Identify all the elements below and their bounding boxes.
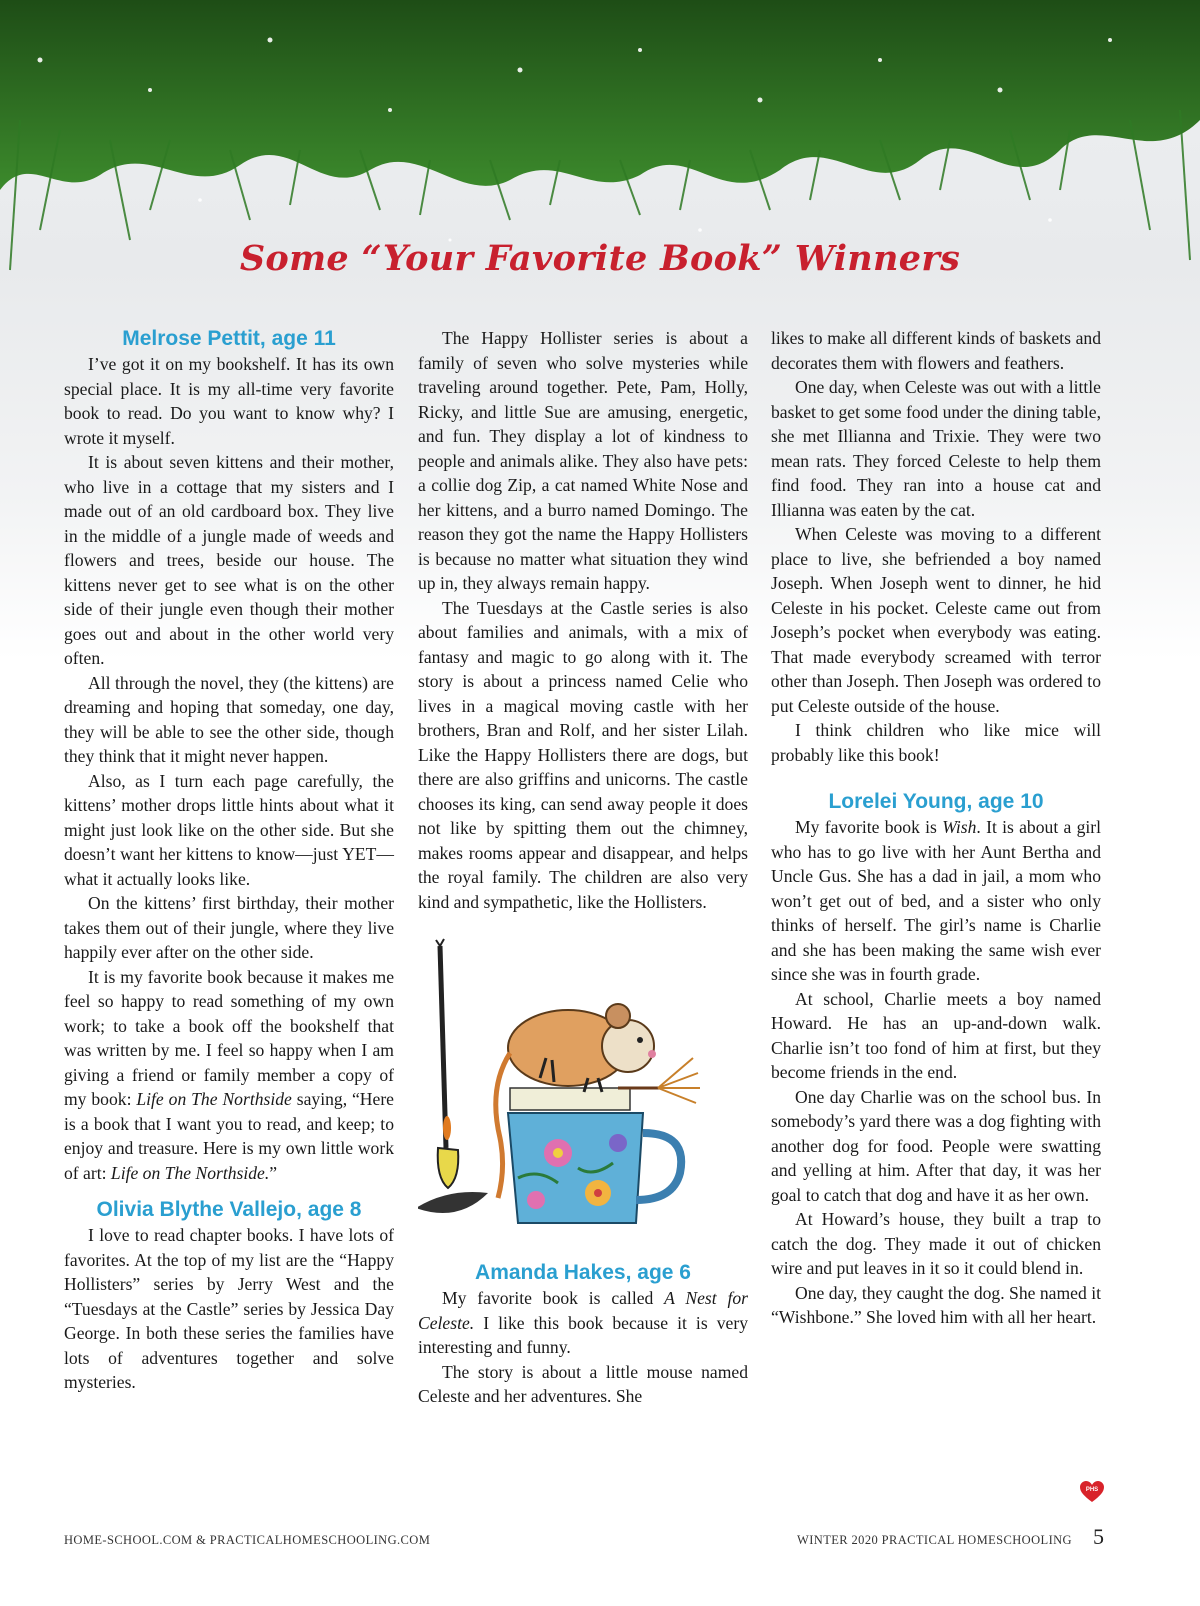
mouse-on-teacup-drawing	[418, 938, 748, 1238]
author-heading: Lorelei Young, age 10	[828, 790, 1044, 813]
paragraph: I’ve got it on my bookshelf. It has its own special place. It is my all-time very favorite book to read. Do you want to know why? I wrote it myself.	[64, 354, 394, 448]
paragraph: I love to read chapter books. I have lots of favorites. At the top of my list are the “Happy Hollisters” series by Jerry West and the “Tuesdays at the Castle” series by Jessica Day George. In both these series the families have lots of adventures together and solve mysteries.	[64, 1225, 394, 1392]
paragraph: At Howard’s house, they built a trap to catch the dog. They made it out of chicken wire and put leaves in it so it could blend in.	[771, 1209, 1101, 1278]
footer-website: HOME-SCHOOL.COM & PRACTICALHOMESCHOOLING.COM	[64, 1533, 431, 1547]
paragraph: When Celeste was moving to a different place to live, she befriended a boy named Joseph. When Joseph went to dinner, he hid Celeste in his pocket. Celeste came out from Joseph’s pocket when everybody was eating. That made everybody screamed with terror other than Joseph. Then Joseph was ordered to put Celeste outside of the house.	[771, 524, 1101, 716]
paragraph: One day, they caught the dog. She named it “Wishbone.” She loved him with all her heart.	[771, 1282, 1101, 1327]
text-run: I like this book because it is very interesting and funny.	[418, 1312, 748, 1357]
column-3	[771, 326, 1101, 1330]
paragraph	[418, 1286, 748, 1360]
page-number: 5	[1093, 1524, 1104, 1549]
author-heading: Melrose Pettit, age 11	[122, 327, 336, 350]
child-drawing-illustration	[418, 938, 748, 1238]
text-run: ”	[269, 1162, 278, 1183]
paragraph: One day Charlie was on the school bus. In somebody’s yard there was a dog fighting with another dog for food. People were swatting and yelling at him. After that day, it was her goal to catch that dog and have it as her own.	[771, 1086, 1101, 1205]
paragraph: likes to make all different kinds of baskets and decorates them with flowers and feathers.	[771, 328, 1101, 373]
column-1	[64, 326, 394, 1395]
paragraph	[64, 965, 394, 1186]
paragraph: The Tuesdays at the Castle series is also about families and animals, with a mix of fantasy and magic to go along with it. The story is about a princess named Celie who lives in a magical moving castle with her brothers, Bran and Rolf, and her sister Lilah. Like the Happy Hollisters there are dogs, but there are also griffins and unicorns. The castle chooses its king, can send away people it does not like by spitting them out the chimney, makes rooms appear and disappear, and helps the royal family. The children are also very kind and sympathetic, like the Hollisters.	[418, 597, 748, 912]
book-title: Wish	[942, 817, 977, 837]
paragraph: At school, Charlie meets a boy named Howard. He has an up-and-down walk. Charlie isn’t too fond of him at first, but they become friends in the end.	[771, 988, 1101, 1082]
footer-issue: WINTER 2020 PRACTICAL HOMESCHOOLING	[797, 1533, 1072, 1547]
paragraph: One day, when Celeste was out with a little basket to get some food under the dining table, she met Illianna and Trixie. They were two mean rats. They forced Celeste to help them find food. They ran into a house cat and Illianna was eaten by the cat.	[771, 377, 1101, 520]
paragraph	[771, 815, 1101, 987]
text-run: My favorite book is called	[442, 1288, 665, 1308]
book-title: Life on The Northside	[136, 1089, 292, 1109]
text-run: . It is about a girl who has to go live with her Aunt Bertha and Uncle Gus. She has a dad in jail, a mom who won’t get out of bed, and a sister who only thinks of herself. The girl’s name is Charlie and she has been making the same wish ever since she was in fourth grade.	[771, 817, 1101, 984]
book-title: Life on The Northside.	[110, 1162, 270, 1183]
text-run: It is my favorite book because it makes me feel so happy to read something of my own work; to take a book off the bookshelf that was written by me. I feel so happy when I am giving a friend or family member a copy of my book:	[64, 966, 394, 1109]
paragraph: All through the novel, they (the kittens) are dreaming and hoping that someday, one day, they will be able to see the other side, though they think that it might never happen.	[64, 672, 394, 766]
author-heading: Amanda Hakes, age 6	[475, 1261, 691, 1284]
text-run: My favorite book is	[795, 817, 943, 837]
page-title: Some “Your Favorite Book” Winners	[239, 238, 961, 279]
paragraph: The Happy Hollister series is about a family of seven who solve mysteries while traveling around together. Pete, Pam, Holly, Ricky, and little Sue are amusing, energetic, and fun. They display a lot of kindness to people and animals alike. They also have pets: a collie dog Zip, a cat named White Nose and her kittens, and a burro named Domingo. The reason they got the name the Happy Hollisters is because no matter what situation they wind up in, they always remain happy.	[418, 328, 748, 593]
text-run: saying, “Here is a book that I want you to read, and keep; to enjoy and treasure. Here is my own little work of art:	[64, 1089, 394, 1183]
author-heading: Olivia Blythe Vallejo, age 8	[96, 1198, 362, 1221]
paragraph: The story is about a little mouse named Celeste and her adventures. She	[418, 1361, 748, 1406]
phs-heart-logo-icon	[1080, 1481, 1104, 1503]
paragraph: I think children who like mice will probably like this book!	[771, 720, 1101, 765]
column-2	[418, 326, 748, 1409]
book-title: A Nest for Celeste.	[418, 1288, 749, 1333]
paragraph: Also, as I turn each page carefully, the kittens’ mother drops little hints about what it might just look like on the other side. But she doesn’t want her kittens to know—just YET—what it actually looks like.	[64, 770, 394, 889]
paragraph: It is about seven kittens and their mother, who live in a cottage that my sisters and I made out of an old cardboard box. They live in the middle of a jungle made of weeds and flowers and trees, beside our house. The kittens never get to see what is on the other side of their jungle even though their mother goes out and about in the other world very often.	[64, 452, 394, 668]
paragraph: On the kittens’ first birthday, their mother takes them out of their jungle, where they live happily ever after on the other side.	[64, 893, 394, 962]
svg-text:PHS: PHS	[1085, 1487, 1099, 1493]
